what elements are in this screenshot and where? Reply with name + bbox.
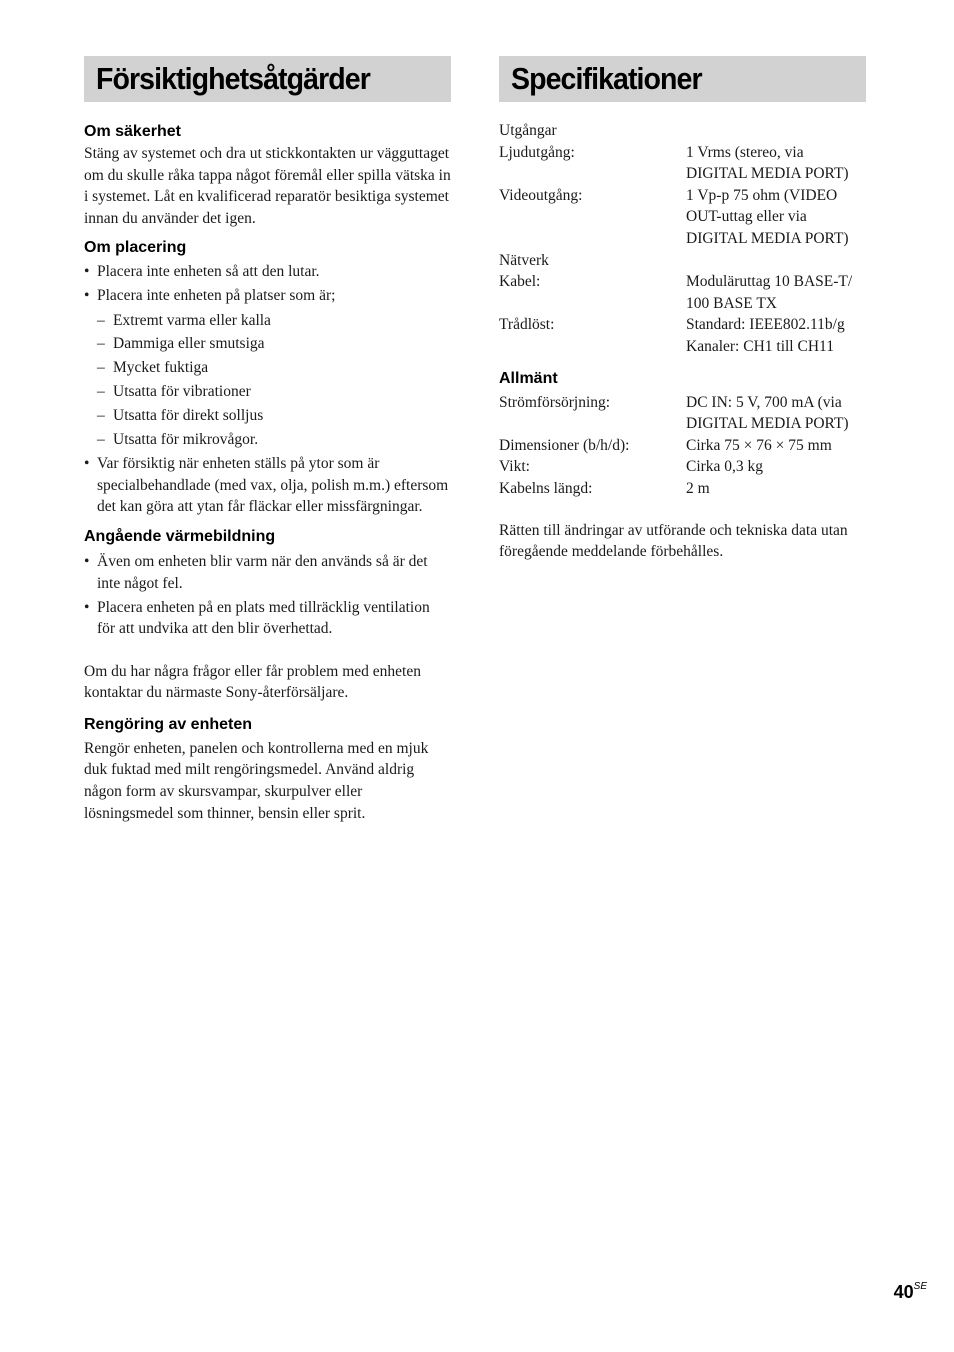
page-number-value: 40 [893,1282,914,1302]
placement-bullet-1: • Placera inte enheten så att den lutar. [84,261,451,283]
disclaimer-text: Rätten till ändringar av utförande och tekniska data utan föregående meddelande förbehålles. [499,521,848,561]
contact-text: Om du har några frågor eller får problem med enheten kontaktar du närmaste Sony-återförsäljare. [84,662,421,702]
precautions-title: Försiktighetsåtgärder [96,61,370,96]
spec-row-dimensions [499,435,866,457]
spec-value: Moduläruttag 10 BASE-T/ 100 BASE TX [686,273,853,312]
spec-value [686,314,866,357]
precautions-title-bar [84,56,451,102]
heat-bullet-2: • Placera enheten på en plats med tillräcklig ventilation för att undvika att den blir överhettad. [84,597,451,640]
safety-heading: Om säkerhet [84,123,181,140]
spec-value: Cirka 75 × 76 × 75 mm [686,436,832,454]
placement-sub-item: – Mycket fuktiga [84,357,451,379]
specifications-title-bar [499,56,866,102]
placement-bullet-2: • Placera inte enheten på platser som är; [84,285,451,307]
spec-label: Trådlöst: [499,316,555,334]
spec-label: Kabel: [499,273,541,291]
placement-heading: Om placering [84,239,187,257]
outputs-group-label: Utgångar [499,122,557,139]
safety-text: Stäng av systemet och dra ut stickkontakten ur vägguttaget om du skulle råka tappa något föremål eller spilla vätska in i systemet. Låt en kvalificerad reparatör besiktiga systemet innan du använder det igen. [84,145,451,227]
spec-row-cable-length [499,478,866,500]
spec-row-cable [499,271,866,314]
heat-bullet-1: • Även om enheten blir varm när den används så är det inte något fel. [84,551,451,594]
placement-sub-item: – Utsatta för mikrovågor. [84,429,451,451]
placement-sub-item: – Dammiga eller smutsiga [84,333,451,355]
spec-label: Vikt: [499,458,530,476]
spec-value: DC IN: 5 V, 700 mA (via DIGITAL MEDIA PORT) [686,393,849,433]
spec-label: Ljudutgång: [499,143,575,161]
spec-value: 2 m [686,479,710,497]
page-number [894,1282,927,1303]
spec-label: Strömförsörjning: [499,393,611,411]
spec-row-power [499,392,866,435]
spec-label: Kabelns längd: [499,479,593,497]
spec-row-video [499,185,866,250]
spec-label: Videoutgång: [499,186,583,204]
heat-list [84,551,451,640]
spec-row-audio [499,142,866,185]
placement-sub-item: – Extremt varma eller kalla [84,310,451,332]
general-heading: Allmänt [499,369,558,387]
spec-value: 1 Vp-p 75 ohm (VIDEO OUT-uttag eller via DIGITAL MEDIA PORT) [686,186,849,247]
cleaning-text: Rengör enheten, panelen och kontrollerna med en mjuk duk fuktad med milt rengöringsmedel. Använd aldrig någon form av skursvampar, skurpulver eller lösningsmedel som thinner, bensin eller sprit. [84,739,429,822]
specifications-title: Specifikationer [511,61,702,96]
spec-value: 1 Vrms (stereo, via DIGITAL MEDIA PORT) [686,143,849,183]
wireless-standard: Standard: IEEE802.11b/g [686,316,845,334]
placement-sub-item: – Utsatta för direkt solljus [84,405,451,427]
wireless-channels: Kanaler: CH1 till CH11 [686,337,834,355]
network-group-label: Nätverk [499,251,549,269]
cleaning-heading: Rengöring av enheten [84,715,253,733]
heat-heading: Angående värmebildning [84,528,276,546]
placement-list [84,261,451,517]
spec-row-weight [499,456,866,478]
precautions-column [84,56,451,824]
placement-sub-item: – Utsatta för vibrationer [84,381,451,403]
spec-label: Dimensioner (b/h/d): [499,436,630,454]
spec-value: Cirka 0,3 kg [686,458,764,476]
page-number-suffix: SE [913,1281,927,1292]
placement-bullet-3: • Var försiktig när enheten ställs på ytor som är specialbehandlade (med vax, olja, polish m.m.) eftersom det kan göra att ytan får fläckar eller missfärgningar. [84,453,451,518]
specifications-column [499,56,866,563]
spec-row-wireless [499,314,866,357]
